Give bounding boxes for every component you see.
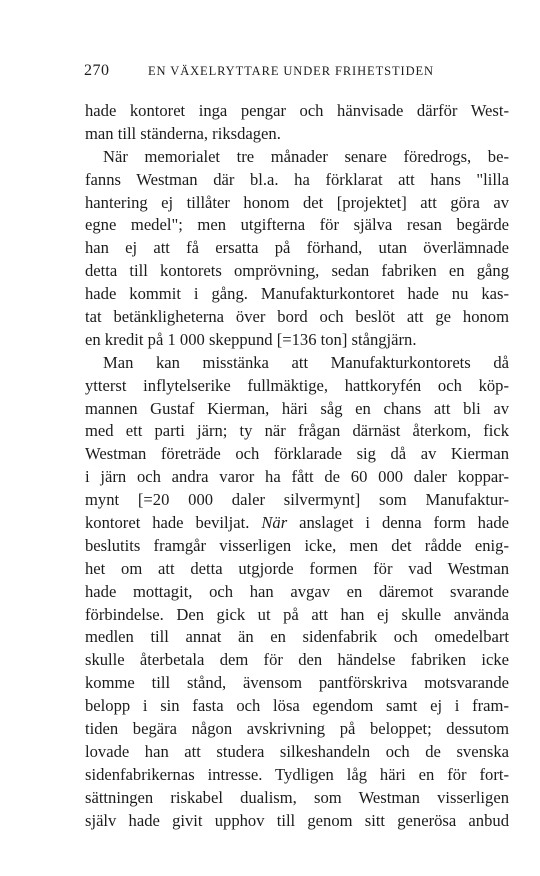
text-line: beslutits framgår visserligen icke, men det rådde enig-	[85, 535, 509, 555]
text-line: med ett parti järn; ty när frågan därnäst återkom, fick	[85, 421, 509, 441]
text-line: själv hade givit upphov till genom sitt generösa anbud	[85, 810, 509, 830]
text-line: ytterst inflytelserike fullmäktige, hattkoryfén och köp-	[85, 375, 509, 395]
text-line: sidenfabrikernas intresse. Tydligen låg häri en för fort-	[85, 764, 509, 784]
text-line: man till ständerna, riksdagen.	[85, 123, 281, 143]
text-line: egne medel"; men utgifterna för själva resan begärde	[85, 215, 509, 235]
text-line: tat betänkligheterna över bord och beslöt att ge honom	[85, 307, 509, 327]
text-line: medlen till annat än en sidenfabrik och omedelbart	[85, 627, 509, 647]
text-line: hade mottagit, och han avgav en däremot svarande	[85, 581, 509, 601]
page-number: 270	[84, 62, 110, 79]
body-text	[85, 100, 509, 833]
italic-word: När	[261, 513, 288, 533]
text-line: komme till stånd, ävensom pantförskriva motsvarande	[85, 673, 509, 693]
text-line: hade kontoret inga pengar och hänvisade därför West-	[85, 101, 509, 120]
text-line: mynt [=20 000 daler silvermynt] som Manufaktur-	[85, 490, 509, 510]
text-line: Man kan misstänka att Manufakturkontorets då	[103, 352, 509, 372]
text-line: i järn och andra varor ha fått de 60 000 daler koppar-	[85, 467, 509, 487]
text-line: När memorialet tre månader senare föredrogs, be-	[103, 146, 509, 166]
text-line: belopp i sin fasta och lösa egendom samt ej i fram-	[85, 696, 509, 716]
text-line: detta till kontorets omprövning, sedan fabriken en gång	[85, 261, 509, 281]
running-head	[84, 62, 524, 84]
text-line: lovade han att studera silkeshandeln och de svenska	[85, 741, 509, 761]
text-line: hantering ej tillåter honom det [projektet] att göra av	[85, 192, 509, 212]
text-line: hade kommit i gång. Manufakturkontoret hade nu kas-	[85, 284, 509, 304]
text-line: Westman företräde och förklarade sig då av Kierman	[85, 444, 509, 464]
text-line	[85, 512, 509, 535]
running-title: EN VÄXELRYTTARE UNDER FRIHETSTIDEN	[148, 64, 434, 78]
text-line: het om att detta utgjorde formen för vad Westman	[85, 558, 509, 578]
text-line: skulle återbetala dem för den händelse fabriken icke	[85, 650, 509, 670]
text-line: en kredit på 1 000 skeppund [=136 ton] stångjärn.	[85, 329, 417, 349]
text-line: tiden begära någon avskrivning på beloppet; dessutom	[85, 719, 509, 739]
text-fragment: anslaget i denna form hade	[299, 513, 509, 533]
text-line: han ej att få ersatta på förhand, utan överlämnade	[85, 238, 509, 258]
text-fragment: kontoret hade beviljat.	[85, 513, 250, 533]
text-line: förbindelse. Den gick ut på att han ej skulle använda	[85, 604, 509, 624]
text-line: sättningen riskabel dualism, som Westman visserligen	[85, 787, 509, 807]
text-line: mannen Gustaf Kierman, häri såg en chans att bli av	[85, 398, 509, 418]
text-line: fanns Westman där bl.a. ha förklarat att hans "lilla	[85, 169, 509, 189]
